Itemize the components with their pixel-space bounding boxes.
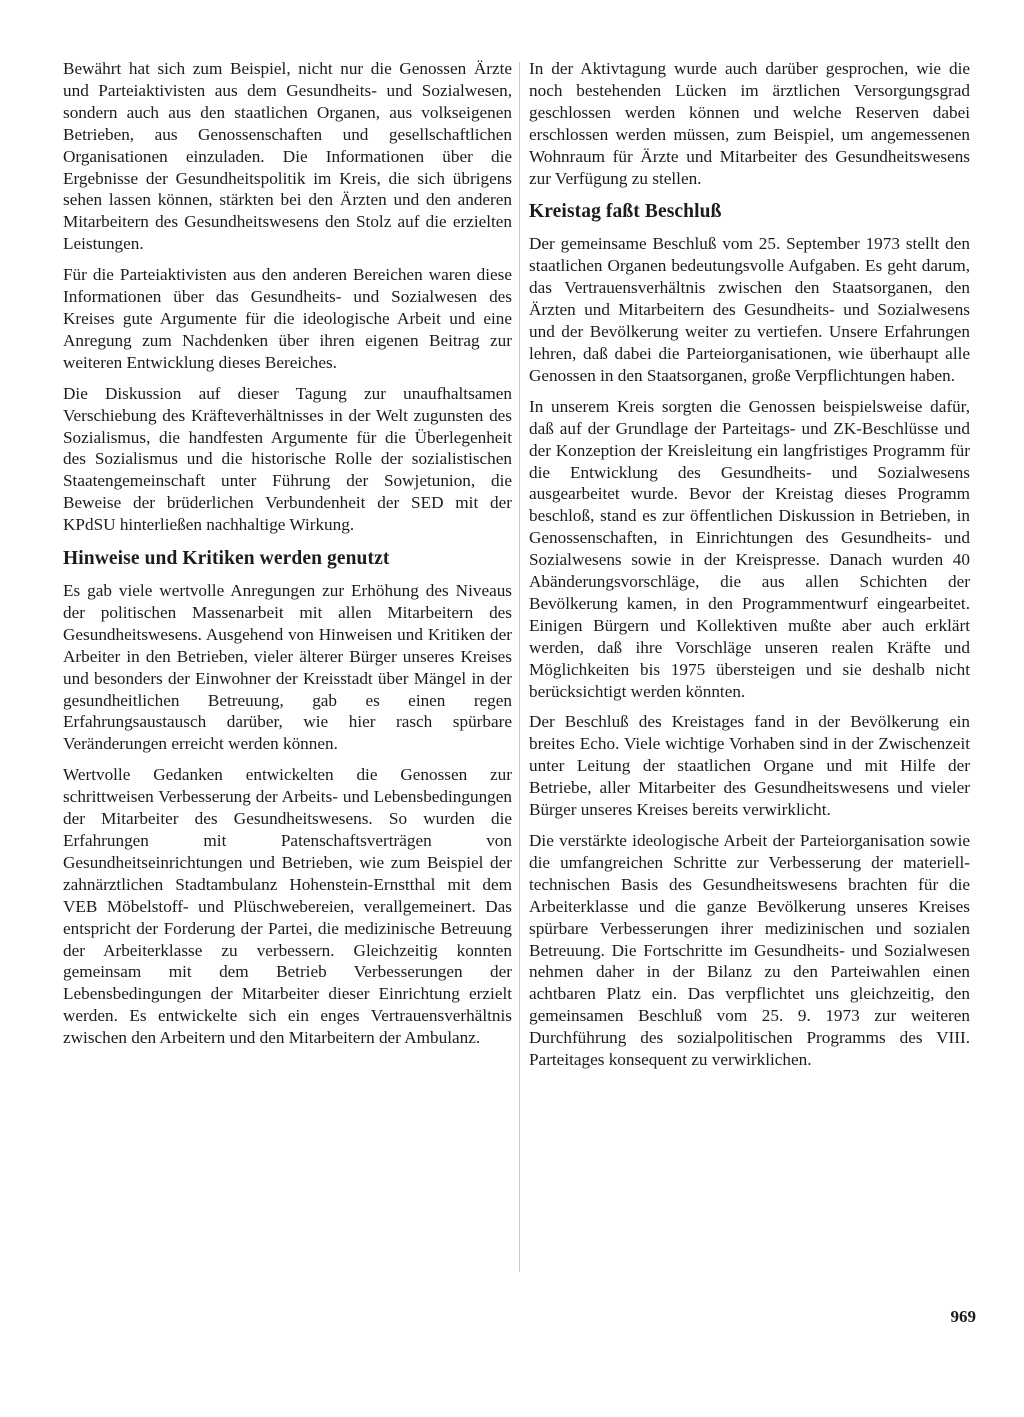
page-number: 969 [950,1307,976,1326]
paragraph: Die Diskussion auf dieser Tagung zur unaufhaltsamen Verschiebung des Kräfteverhältnisses in der Welt zugunsten des Sozialismus, die handfesten Argumente für die Überlegenheit des Sozialismus und die historische Rolle der sozialistischen Staatengemeinschaft unter Führung der Sowjetunion, die Beweise der brüderlichen Verbundenheit der SED mit der KPdSU hinterließen nachhaltige Wirkung. [63,383,512,535]
paragraph: In der Aktivtagung wurde auch darüber gesprochen, wie die noch bestehenden Lücken im ärztlichen Versorgungsgrad geschlossen werden können und welche Reserven dabei erschlossen werden müssen, zum Beispiel, um angemessenen Wohnraum für Ärzte und Mitarbeiter des Gesundheitswesens zur Verfügung zu stellen. [529,59,970,188]
section-heading: Kreistag faßt Beschluß [529,201,722,223]
paragraph: Wertvolle Gedanken entwickelten die Genossen zur schrittweisen Verbesserung der Arbeits- und Lebensbedingungen der Mitarbeiter des Gesundheitswesens. So wurden die Erfahrungen mit Patenschaftsverträgen von Gesundheitseinrichtungen und Betrieben, wie zum Beispiel der zahnärztlichen Stadtambulanz Hohenstein-Ernstthal mit dem VEB Möbelstoff- und Plüschwebereien, verallgemeinert. Das entspricht der Forderung der Partei, die medizinische Betreuung der Arbeiterklasse zu verbessern. Gleichzeitig konnten gemeinsam mit dem Betrieb Verbesserungen der Lebensbedingungen der Mitarbeiter dieser Einrichtung erzielt werden. Es entwickelte sich ein enges Vertrauensverhältnis zwischen den Arbeitern und den Mitarbeitern der Ambulanz. [63,765,512,1048]
column-divider [519,62,520,1272]
left-column [63,58,512,1058]
section-heading: Hinweise und Kritiken werden genutzt [63,548,390,570]
paragraph: Bewährt hat sich zum Beispiel, nicht nur die Genossen Ärzte und Parteiaktivisten aus dem Gesundheits- und Sozialwesen, sondern auch aus den staatlichen Organen, aus volkseigenen Betrieben, aus Genossenschaften und gesellschaftlichen Organisationen einzuladen. Die Informationen über die Ergebnisse der Gesundheitspolitik im Kreis, die sich übrigens sehen lassen können, stärkten bei den Ärzten und den anderen Mitarbeitern des Gesundheitswesens den Stolz auf die erzielten Leistungen. [63,59,512,254]
paragraph: Der Beschluß des Kreistages fand in der Bevölkerung ein breites Echo. Viele wichtige Vorhaben sind in der Zwischenzeit unter Leitung der staatlichen Organe und mit Hilfe der Betriebe, aller Mitarbeiter des Gesundheitswesens und vieler Bürger unseres Kreises bereits verwirklicht. [529,712,970,820]
right-column [529,58,970,1080]
paragraph: In unserem Kreis sorgten die Genossen beispielsweise dafür, daß auf der Grundlage der Parteitags- und ZK-Beschlüsse und der Konzeption der Kreisleitung ein langfristiges Programm für die Entwicklung des Gesundheits- und Sozialwesens ausgearbeitet wurde. Bevor der Kreistag dieses Programm beschloß, stand es zur öffentlichen Diskussion in Betrieben, in Genossenschaften, in Einrichtungen des Gesundheits- und Sozialwesens sowie in der Kreispresse. Danach wurden 40 Abänderungsvorschläge, die aus allen Schichten der Bevölkerung kamen, in den Programmentwurf eingearbeitet. Einigen Bürgern und Kollektiven mußte aber auch erklärt werden, daß ihre Vorschläge unseren realen Kräfte und Möglichkeiten bis 1975 übersteigen und sie deshalb nicht berücksichtigt werden könnten. [529,396,970,701]
paragraph: Es gab viele wertvolle Anregungen zur Erhöhung des Niveaus der politischen Massenarbeit mit allen Mitarbeitern des Gesundheitswesens. Ausgehend von Hinweisen und Kritiken der Arbeiter in den Betrieben, vieler älterer Bürger unseres Kreises und besonders der Einwohner der Kreisstadt über Mängel in der gesundheitlichen Betreuung, gab es einen regen Erfahrungsaustausch darüber, wie hier rasch spürbare Veränderungen erreicht werden können. [63,581,512,754]
paragraph: Für die Parteiaktivisten aus den anderen Bereichen waren diese Informationen über das Gesundheits- und Sozialwesen des Kreises gute Argumente für die ideologische Arbeit und eine Anregung zum Nachdenken über ihren eigenen Beitrag zur weiteren Entwicklung dieses Bereiches. [63,265,512,372]
paragraph: Die verstärkte ideologische Arbeit der Parteiorganisation sowie die umfangreichen Schritte zur Verbesserung der materiell-technischen Basis des Gesundheitswesens brachten für die Arbeiterklasse und die ganze Bevölkerung unseres Kreises spürbare Verbesserungen ihrer medizinischen und sozialen Betreuung. Die Fortschritte im Gesundheits- und Sozialwesen nehmen daher in der Bilanz zu den Parteiwahlen einen achtbaren Platz ein. Das verpflichtet uns gleichzeitig, den gemeinsamen Beschluß vom 25. 9. 1973 zur weiteren Durchführung des sozialpolitischen Programms des VIII. Parteitages konsequent zu verwirklichen. [529,831,970,1070]
paragraph: Der gemeinsame Beschluß vom 25. September 1973 stellt den staatlichen Organen bedeutungsvolle Aufgaben. Es geht darum, das Vertrauensverhältnis zwischen den Staatsorganen, den Ärzten und Mitarbeitern des Gesundheits- und Sozialwesens und der Bevölkerung weiter zu vertiefen. Unsere Erfahrungen lehren, daß dabei die Parteiorganisationen, wie überhaupt alle Genossen in den Staatsorganen, große Verpflichtungen haben. [529,234,970,385]
